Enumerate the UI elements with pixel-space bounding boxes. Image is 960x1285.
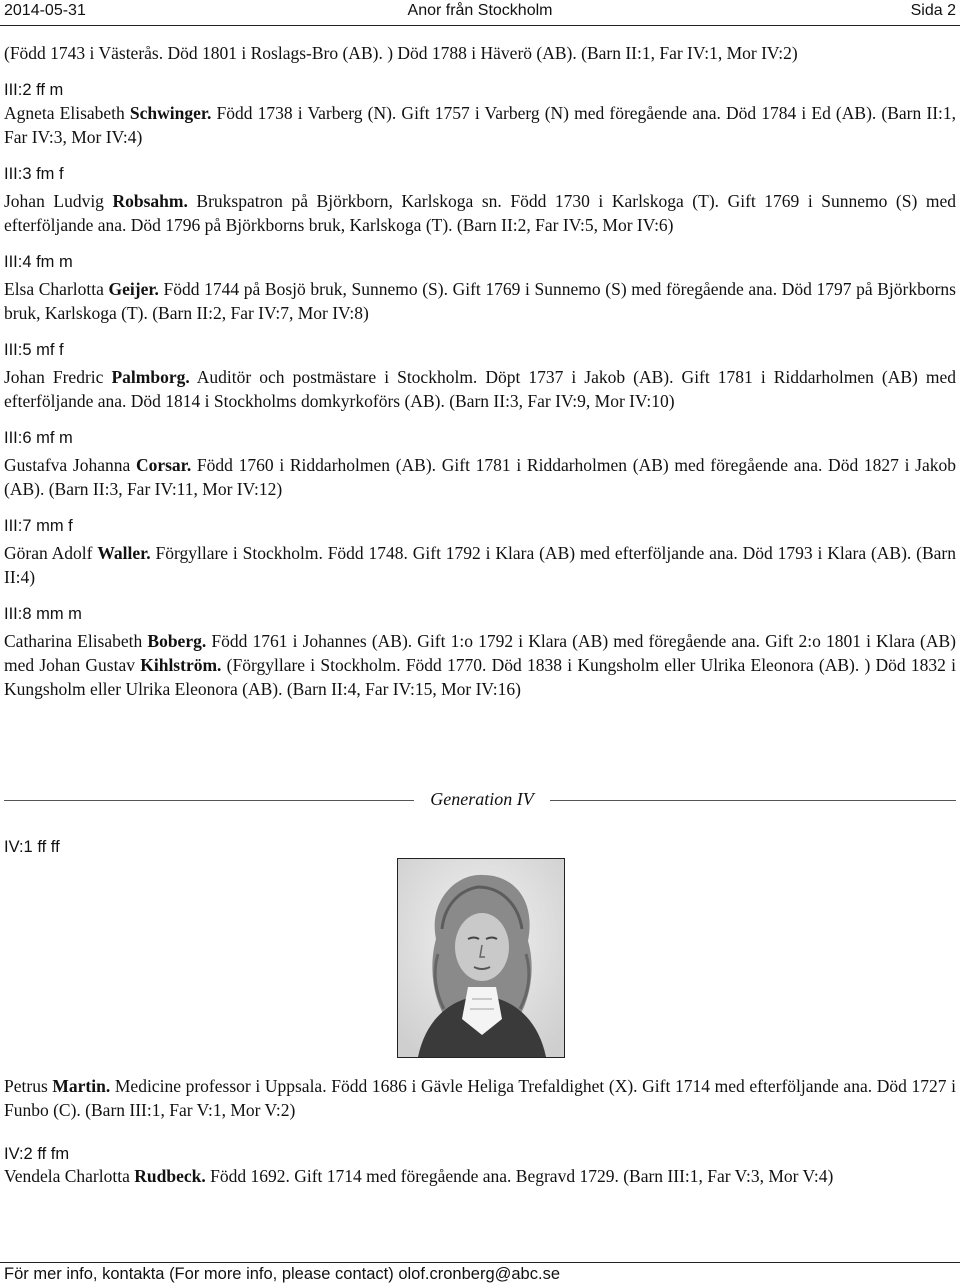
entry-id: III:5 mf f	[4, 341, 64, 359]
entry-details: Född 1744 på Bosjö bruk, Sunnemo (S). Gift 1769 i Sunnemo (S) med föregående ana. Död 1797 på Björkborns bruk, Karlskoga (T). (Barn II:2, Far IV:7, Mor IV:8)	[4, 279, 956, 323]
surname: Boberg.	[147, 631, 207, 651]
surname: Robsahm.	[112, 191, 188, 211]
entry-iii-8	[4, 603, 956, 701]
spouse-details: (Förgyllare i Stockholm. Född 1770. Död 1838 i Kungsholm eller Ulrika Eleonora (AB). ) Död 1832 i Kungsholm eller Ulrika Eleonora (AB). (Barn II:4, Far IV:15, Mor IV:16)	[4, 655, 956, 699]
continuation-text: (Född 1743 i Västerås. Död 1801 i Roslags-Bro (AB). ) Död 1788 i Häverö (AB). (Barn II:1, Far IV:1, Mor IV:2)	[4, 43, 798, 63]
entry-id: III:2 ff m	[4, 81, 64, 99]
entry-text	[4, 453, 956, 501]
footer-contact: För mer info, kontakta (For more info, please contact) olof.cronberg@abc.se	[4, 1265, 560, 1283]
generation-divider	[4, 789, 956, 813]
entry-details: Auditör och postmästare i Stockholm. Döpt 1737 i Jakob (AB). Gift 1781 i Riddarholmen (AB) med efterföljande ana. Död 1814 i Stockholms domkyrkoförs (AB). (Barn II:3, Far IV:9, Mor IV:10)	[4, 367, 957, 411]
entry-text	[4, 277, 956, 325]
given-name: Johan Ludvig	[4, 191, 104, 211]
surname: Martin.	[52, 1076, 111, 1096]
given-name: Elsa Charlotta	[4, 279, 104, 299]
entry-text	[4, 189, 956, 237]
surname: Palmborg.	[111, 367, 190, 387]
surname: Rudbeck.	[134, 1166, 206, 1186]
portrait-drawing	[398, 859, 564, 1057]
given-name: Vendela Charlotta	[4, 1166, 130, 1186]
page-header	[4, 2, 956, 22]
entry-iii-4	[4, 251, 956, 325]
given-name: Göran Adolf	[4, 543, 93, 563]
given-name: Gustafva Johanna	[4, 455, 131, 475]
given-name: Agneta Elisabeth	[4, 103, 125, 123]
entry-details: Född 1738 i Varberg (N). Gift 1757 i Varberg (N) med föregående ana. Död 1784 i Ed (AB). (Barn II:1, Far IV:3, Mor IV:4)	[4, 103, 957, 147]
footer-divider	[0, 1262, 960, 1263]
entry-id: III:8 mm m	[4, 605, 82, 623]
divider-line-right	[550, 800, 956, 801]
divider-line-left	[4, 800, 414, 801]
entry-details: Medicine professor i Uppsala. Född 1686 i Gävle Heliga Trefaldighet (X). Gift 1714 med efterföljande ana. Död 1727 i Funbo (C). (Barn III:1, Far V:1, Mor V:2)	[4, 1076, 956, 1120]
entry-id: IV:1 ff ff	[4, 838, 60, 856]
entry-details: Född 1761 i Johannes (AB). Gift 1:o 1792 i Klara (AB) med föregående ana. Gift 2:o 1801 i Klara (AB) med Johan Gustav	[4, 631, 957, 675]
header-date: 2014-05-31	[4, 2, 86, 19]
given-name: Johan Fredric	[4, 367, 104, 387]
surname: Schwinger.	[129, 103, 212, 123]
entry-id: III:6 mf m	[4, 429, 73, 447]
entry-text	[4, 365, 956, 413]
given-name: Petrus	[4, 1076, 48, 1096]
entry-iii-6	[4, 427, 956, 501]
header-page-number: Sida 2	[910, 2, 956, 19]
entry-iii-3	[4, 163, 956, 237]
given-name: Catharina Elisabeth	[4, 631, 143, 651]
entry-details: Förgyllare i Stockholm. Född 1748. Gift 1792 i Klara (AB) med efterföljande ana. Död 1793 i Klara (AB). (Barn II:4)	[4, 543, 956, 587]
document-body	[4, 28, 956, 701]
entry-id: IV:2 ff fm	[4, 1145, 70, 1163]
entry-details: Född 1760 i Riddarholmen (AB). Gift 1781 i Riddarholmen (AB) med föregående ana. Död 1827 i Jakob (AB). (Barn II:3, Far IV:11, Mor IV:12)	[4, 455, 956, 499]
entry-iii-5	[4, 339, 956, 413]
surname: Geijer.	[108, 279, 159, 299]
entry-iii-2	[4, 79, 956, 149]
entry-details: Född 1692. Gift 1714 med föregående ana. Begravd 1729. (Barn III:1, Far V:3, Mor V:4)	[205, 1166, 834, 1186]
entry-text	[4, 629, 956, 701]
portrait-image	[397, 858, 565, 1058]
entry-text	[4, 1074, 956, 1122]
entry-text	[4, 101, 956, 149]
entry-text	[4, 1164, 956, 1188]
entry-iv-2	[4, 1164, 956, 1188]
entry-iv-1	[4, 1074, 956, 1122]
surname: Waller.	[97, 543, 151, 563]
entry-id: III:4 fm m	[4, 253, 73, 271]
entry-iii-7	[4, 515, 956, 589]
header-title: Anor från Stockholm	[407, 2, 553, 19]
entry-details: Brukspatron på Björkborn, Karlskoga sn. Född 1730 i Karlskoga (T). Gift 1769 i Sunnemo (S) med efterföljande ana. Död 1796 på Björkborns bruk, Karlskoga (T). (Barn II:2, Far IV:5, Mor IV:6)	[4, 191, 956, 235]
surname: Corsar.	[135, 455, 192, 475]
spouse-surname: Kihlström.	[140, 655, 222, 675]
generation-heading: Generation IV	[430, 789, 534, 809]
entry-id: III:3 fm f	[4, 165, 64, 183]
header-divider	[0, 25, 960, 26]
entry-text	[4, 541, 956, 589]
entry-id: III:7 mm f	[4, 517, 73, 535]
